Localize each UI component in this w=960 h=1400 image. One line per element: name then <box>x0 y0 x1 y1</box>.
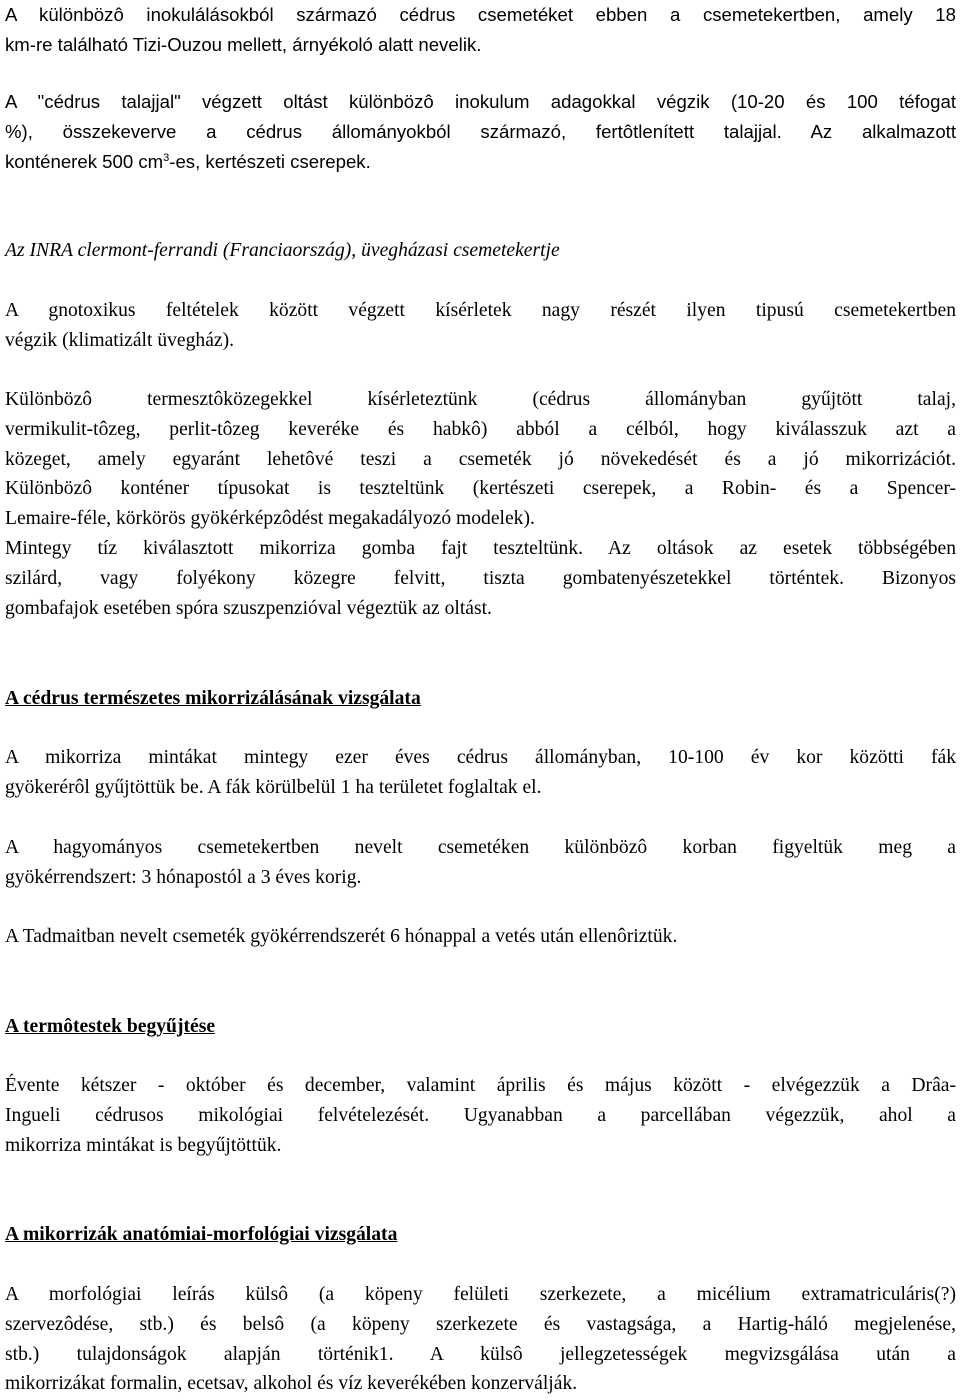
text-line: A Tadmaitban nevelt csemeték gyökérrendszerét 6 hónappal a vetés után ellenôriztük. <box>5 926 678 947</box>
text-line: gyökerérôl gyűjtöttük be. A fák körülbelül 1 ha területet foglaltak el. <box>5 776 542 798</box>
text-line: Lemaire-féle, körkörös gyökérképzôdést megakadályozó modelek). <box>5 508 535 530</box>
text-line: vermikulit-tôzeg, perlit-tôzeg keveréke és habkô) abból a célból, hogy kiválasszuk azt a <box>5 418 956 440</box>
text-line: Különbözô termesztôközegekkel kísérleteztünk (cédrus állományban gyűjtött talaj, <box>5 389 956 410</box>
paragraph-3 <box>5 296 956 356</box>
text-line: közeget, amely egyaránt lehetôvé teszi a csemeték jó növekedését és a jó mikorrizációt. <box>5 448 956 470</box>
paragraph-4 <box>5 385 956 623</box>
text-line: végzik (klimatizált üvegház). <box>5 329 235 351</box>
text-line: %), összekeverve a cédrus állományokból származó, fertôtlenített talajjal. Az alkalmazott <box>5 120 956 142</box>
text-line-with-superscript <box>5 147 956 177</box>
text-line: gyökérrendszert: 3 hónapostól a 3 éves korig. <box>5 866 362 888</box>
text-fragment: konténerek 500 cm <box>5 150 164 172</box>
text-line: Különbözô konténer típusokat is teszteltünk (kertészeti cserepek, a Robin- és a Spencer- <box>5 478 956 500</box>
text-fragment: -es, kertészeti cserepek. <box>169 150 371 172</box>
text-line: szilárd, vagy folyékony közegre felvitt, tiszta gombatenyészetekkel történtek. Bizonyos <box>5 567 956 589</box>
italic-subheading <box>5 236 956 266</box>
section-heading-1 <box>5 684 956 714</box>
superscript: 3 <box>163 151 170 164</box>
text-line: mikorrizákat formalin, ecetsav, alkohol és víz keverékében konzerválják. <box>5 1373 578 1395</box>
paragraph-9 <box>5 1280 956 1399</box>
text-line: A gnotoxikus feltételek között végzett kísérletek nagy részét ilyen tipusú csemetekertben <box>5 300 956 321</box>
text-line: mikorriza mintákat is begyűjtöttük. <box>5 1134 282 1156</box>
text-line: Évente kétszer - október és december, valamint április és május között - elvégezzük a Drâa- <box>5 1075 956 1096</box>
paragraph-2 <box>5 87 956 176</box>
text-line: szervezôdése, stb.) és belsô (a köpeny szerkezete és vastagsága, a Hartig-háló megjelenése, <box>5 1313 956 1335</box>
text-line: A mikorriza mintákat mintegy ezer éves cédrus állományban, 10-100 év kor közötti fák <box>5 747 956 768</box>
text-line: gombafajok esetében spóra szuszpenzióval végeztük az oltást. <box>5 597 492 619</box>
text-line: A morfológiai leírás külsô (a köpeny felületi szerkezete, a micélium extramatriculáris(?) <box>5 1284 956 1305</box>
heading-text: A mikorrizák anatómiai-morfológiai vizsgálata <box>5 1224 398 1245</box>
text-line: km-re található Tizi-Ouzou mellett, árnyékoló alatt nevelik. <box>5 33 482 55</box>
paragraph-6 <box>5 833 956 893</box>
paragraph-7 <box>5 922 956 952</box>
paragraph-1 <box>5 0 956 60</box>
text-line: A "cédrus talajjal" végzett oltást különbözô inokulum adagokkal végzik (10-20 és 100 téfogat <box>5 91 956 112</box>
text-line: A különbözô inokulálásokból származó cédrus csemetéket ebben a csemetekertben, amely 18 <box>5 4 956 25</box>
heading-text: A termôtestek begyűjtése <box>5 1016 216 1037</box>
section-heading-2 <box>5 1012 956 1042</box>
subheading-text: Az INRA clermont-ferrandi (Franciaország), üvegházasi csemetekertje <box>5 240 560 261</box>
section-heading-3 <box>5 1220 956 1250</box>
text-line: stb.) tulajdonságok alapján történik1. A külsô jellegzetességek megvizsgálása után a <box>5 1343 956 1365</box>
paragraph-5 <box>5 743 956 803</box>
text-line: A hagyományos csemetekertben nevelt csemetéken különbözô korban figyeltük meg a <box>5 837 956 858</box>
heading-text: A cédrus természetes mikorrizálásának vizsgálata <box>5 688 421 709</box>
text-line: Mintegy tíz kiválasztott mikorriza gomba fajt teszteltünk. Az oltások az esetek többségében <box>5 537 956 559</box>
text-line: Ingueli cédrusos mikológiai felvételezését. Ugyanabban a parcellában végezzük, ahol a <box>5 1104 956 1126</box>
paragraph-8 <box>5 1071 956 1160</box>
